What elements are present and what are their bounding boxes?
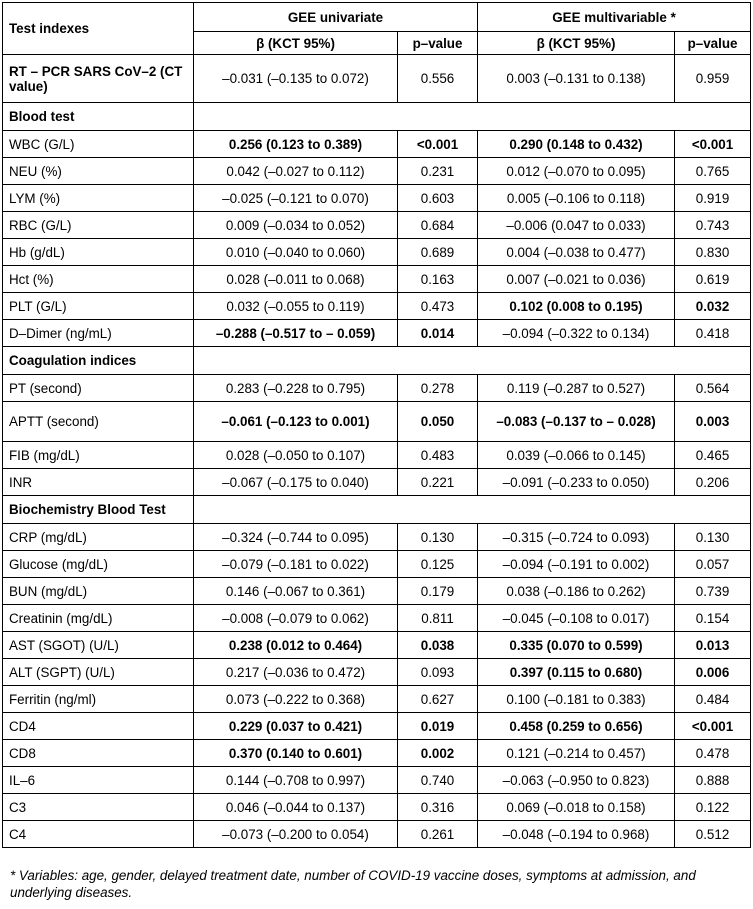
row-label: CD4	[3, 713, 194, 740]
multivariable-beta-cell: –0.315 (–0.724 to 0.093)	[478, 524, 675, 551]
multivariable-beta-cell: 0.335 (0.070 to 0.599)	[478, 632, 675, 659]
section-row	[3, 347, 751, 375]
univariate-beta-cell: –0.324 (–0.744 to 0.095)	[194, 524, 398, 551]
row-label: D–Dimer (ng/mL)	[3, 320, 194, 347]
table-row	[3, 740, 751, 767]
table-footnote: * Variables: age, gender, delayed treatment date, number of COVID-19 vaccine doses, symptoms at admission, and underlying diseases.	[10, 868, 696, 900]
multivariable-beta-cell: –0.045 (–0.108 to 0.017)	[478, 605, 675, 632]
multivariable-beta-cell: 0.102 (0.008 to 0.195)	[478, 293, 675, 320]
univariate-beta-cell: –0.288 (–0.517 to – 0.059)	[194, 320, 398, 347]
univariate-p-value-cell: <0.001	[398, 131, 478, 158]
table-row	[3, 551, 751, 578]
header-p-univariate: p–value	[398, 32, 478, 55]
univariate-p-value-cell: 0.130	[398, 524, 478, 551]
univariate-p-value-cell: 0.684	[398, 212, 478, 239]
table-header	[3, 3, 751, 55]
univariate-beta-cell: 0.217 (–0.036 to 0.472)	[194, 659, 398, 686]
table-row	[3, 266, 751, 293]
univariate-p-value-cell: 0.231	[398, 158, 478, 185]
univariate-beta-cell: 0.009 (–0.034 to 0.052)	[194, 212, 398, 239]
row-label: BUN (mg/dL)	[3, 578, 194, 605]
univariate-p-value-cell: 0.740	[398, 767, 478, 794]
multivariable-p-value-cell: 0.478	[675, 740, 751, 767]
gee-results-table	[2, 2, 751, 848]
multivariable-beta-cell: –0.063 (–0.950 to 0.823)	[478, 767, 675, 794]
table-row	[3, 713, 751, 740]
header-beta-multivariable: β (KCT 95%)	[478, 32, 675, 55]
multivariable-p-value-cell: 0.484	[675, 686, 751, 713]
multivariable-beta-cell: –0.083 (–0.137 to – 0.028)	[478, 402, 675, 442]
header-gee-univariate: GEE univariate	[194, 3, 478, 32]
section-heading: Coagulation indices	[3, 347, 194, 375]
row-label: C3	[3, 794, 194, 821]
table-row	[3, 185, 751, 212]
univariate-p-value-cell: 0.179	[398, 578, 478, 605]
multivariable-p-value-cell: 0.013	[675, 632, 751, 659]
univariate-p-value-cell: 0.014	[398, 320, 478, 347]
univariate-p-value-cell: 0.811	[398, 605, 478, 632]
row-label: RBC (G/L)	[3, 212, 194, 239]
univariate-beta-cell: 0.283 (–0.228 to 0.795)	[194, 375, 398, 402]
table-row	[3, 578, 751, 605]
multivariable-beta-cell: 0.038 (–0.186 to 0.262)	[478, 578, 675, 605]
multivariable-beta-cell: –0.006 (0.047 to 0.033)	[478, 212, 675, 239]
table-row	[3, 402, 751, 442]
table-row	[3, 794, 751, 821]
multivariable-p-value-cell: 0.130	[675, 524, 751, 551]
multivariable-beta-cell: 0.039 (–0.066 to 0.145)	[478, 442, 675, 469]
row-label: Creatinin (mg/dL)	[3, 605, 194, 632]
table-row	[3, 632, 751, 659]
multivariable-p-value-cell: 0.765	[675, 158, 751, 185]
section-row	[3, 496, 751, 524]
univariate-p-value-cell: 0.093	[398, 659, 478, 686]
multivariable-p-value-cell: 0.003	[675, 402, 751, 442]
results-table-container	[2, 2, 750, 848]
row-label: RT – PCR SARS CoV–2 (CT value)	[3, 55, 194, 103]
univariate-p-value-cell: 0.483	[398, 442, 478, 469]
multivariable-p-value-cell: 0.032	[675, 293, 751, 320]
univariate-beta-cell: 0.370 (0.140 to 0.601)	[194, 740, 398, 767]
row-label: APTT (second)	[3, 402, 194, 442]
univariate-beta-cell: 0.028 (–0.011 to 0.068)	[194, 266, 398, 293]
multivariable-p-value-cell: 0.057	[675, 551, 751, 578]
multivariable-beta-cell: 0.005 (–0.106 to 0.118)	[478, 185, 675, 212]
row-label: WBC (G/L)	[3, 131, 194, 158]
table-row	[3, 239, 751, 266]
univariate-beta-cell: –0.061 (–0.123 to 0.001)	[194, 402, 398, 442]
univariate-beta-cell: 0.032 (–0.055 to 0.119)	[194, 293, 398, 320]
univariate-beta-cell: –0.008 (–0.079 to 0.062)	[194, 605, 398, 632]
multivariable-p-value-cell: 0.619	[675, 266, 751, 293]
row-label: PT (second)	[3, 375, 194, 402]
multivariable-p-value-cell: 0.512	[675, 821, 751, 848]
row-label: PLT (G/L)	[3, 293, 194, 320]
table-row	[3, 821, 751, 848]
row-label: C4	[3, 821, 194, 848]
section-empty-cell	[194, 496, 751, 524]
multivariable-p-value-cell: 0.564	[675, 375, 751, 402]
multivariable-beta-cell: 0.003 (–0.131 to 0.138)	[478, 55, 675, 103]
multivariable-p-value-cell: <0.001	[675, 131, 751, 158]
multivariable-beta-cell: 0.100 (–0.181 to 0.383)	[478, 686, 675, 713]
univariate-p-value-cell: 0.163	[398, 266, 478, 293]
multivariable-beta-cell: 0.290 (0.148 to 0.432)	[478, 131, 675, 158]
row-label: CRP (mg/dL)	[3, 524, 194, 551]
table-row	[3, 293, 751, 320]
multivariable-beta-cell: –0.091 (–0.233 to 0.050)	[478, 469, 675, 496]
univariate-beta-cell: 0.046 (–0.044 to 0.137)	[194, 794, 398, 821]
table-row	[3, 442, 751, 469]
section-empty-cell	[194, 103, 751, 131]
table-row	[3, 659, 751, 686]
row-label: Hct (%)	[3, 266, 194, 293]
table-row	[3, 158, 751, 185]
univariate-p-value-cell: 0.019	[398, 713, 478, 740]
univariate-beta-cell: 0.144 (–0.708 to 0.997)	[194, 767, 398, 794]
univariate-p-value-cell: 0.627	[398, 686, 478, 713]
univariate-p-value-cell: 0.278	[398, 375, 478, 402]
univariate-p-value-cell: 0.556	[398, 55, 478, 103]
row-label: FIB (mg/dL)	[3, 442, 194, 469]
row-label: ALT (SGPT) (U/L)	[3, 659, 194, 686]
univariate-p-value-cell: 0.261	[398, 821, 478, 848]
multivariable-p-value-cell: <0.001	[675, 713, 751, 740]
univariate-p-value-cell: 0.038	[398, 632, 478, 659]
row-label: Glucose (mg/dL)	[3, 551, 194, 578]
multivariable-beta-cell: –0.094 (–0.191 to 0.002)	[478, 551, 675, 578]
multivariable-p-value-cell: 0.743	[675, 212, 751, 239]
univariate-beta-cell: 0.229 (0.037 to 0.421)	[194, 713, 398, 740]
row-label: IL–6	[3, 767, 194, 794]
univariate-p-value-cell: 0.125	[398, 551, 478, 578]
multivariable-p-value-cell: 0.830	[675, 239, 751, 266]
univariate-beta-cell: –0.073 (–0.200 to 0.054)	[194, 821, 398, 848]
multivariable-beta-cell: 0.004 (–0.038 to 0.477)	[478, 239, 675, 266]
section-row	[3, 103, 751, 131]
header-test-indexes: Test indexes	[3, 3, 194, 55]
table-row	[3, 469, 751, 496]
multivariable-p-value-cell: 0.122	[675, 794, 751, 821]
table-row	[3, 605, 751, 632]
univariate-beta-cell: 0.010 (–0.040 to 0.060)	[194, 239, 398, 266]
table-row	[3, 375, 751, 402]
row-label: LYM (%)	[3, 185, 194, 212]
multivariable-p-value-cell: 0.739	[675, 578, 751, 605]
univariate-p-value-cell: 0.050	[398, 402, 478, 442]
univariate-beta-cell: 0.256 (0.123 to 0.389)	[194, 131, 398, 158]
row-label: Ferritin (ng/ml)	[3, 686, 194, 713]
multivariable-p-value-cell: 0.418	[675, 320, 751, 347]
table-row	[3, 131, 751, 158]
univariate-beta-cell: 0.042 (–0.027 to 0.112)	[194, 158, 398, 185]
multivariable-p-value-cell: 0.154	[675, 605, 751, 632]
row-label: AST (SGOT) (U/L)	[3, 632, 194, 659]
univariate-beta-cell: 0.028 (–0.050 to 0.107)	[194, 442, 398, 469]
row-label: INR	[3, 469, 194, 496]
header-p-multivariable: p–value	[675, 32, 751, 55]
table-row	[3, 320, 751, 347]
univariate-beta-cell: –0.031 (–0.135 to 0.072)	[194, 55, 398, 103]
univariate-p-value-cell: 0.002	[398, 740, 478, 767]
multivariable-p-value-cell: 0.465	[675, 442, 751, 469]
multivariable-beta-cell: 0.007 (–0.021 to 0.036)	[478, 266, 675, 293]
multivariable-p-value-cell: 0.006	[675, 659, 751, 686]
univariate-beta-cell: 0.073 (–0.222 to 0.368)	[194, 686, 398, 713]
multivariable-beta-cell: 0.012 (–0.070 to 0.095)	[478, 158, 675, 185]
multivariable-p-value-cell: 0.959	[675, 55, 751, 103]
table-row	[3, 212, 751, 239]
table-body	[3, 55, 751, 848]
univariate-p-value-cell: 0.316	[398, 794, 478, 821]
section-heading: Biochemistry Blood Test	[3, 496, 194, 524]
univariate-p-value-cell: 0.473	[398, 293, 478, 320]
multivariable-beta-cell: 0.069 (–0.018 to 0.158)	[478, 794, 675, 821]
multivariable-beta-cell: 0.119 (–0.287 to 0.527)	[478, 375, 675, 402]
multivariable-beta-cell: –0.048 (–0.194 to 0.968)	[478, 821, 675, 848]
multivariable-p-value-cell: 0.888	[675, 767, 751, 794]
table-row	[3, 524, 751, 551]
univariate-beta-cell: 0.238 (0.012 to 0.464)	[194, 632, 398, 659]
header-gee-multivariable: GEE multivariable *	[478, 3, 751, 32]
table-row	[3, 767, 751, 794]
header-beta-univariate: β (KCT 95%)	[194, 32, 398, 55]
row-label: NEU (%)	[3, 158, 194, 185]
multivariable-p-value-cell: 0.919	[675, 185, 751, 212]
table-row	[3, 55, 751, 103]
section-heading: Blood test	[3, 103, 194, 131]
table-row	[3, 686, 751, 713]
univariate-p-value-cell: 0.221	[398, 469, 478, 496]
multivariable-beta-cell: 0.397 (0.115 to 0.680)	[478, 659, 675, 686]
multivariable-beta-cell: 0.121 (–0.214 to 0.457)	[478, 740, 675, 767]
multivariable-beta-cell: 0.458 (0.259 to 0.656)	[478, 713, 675, 740]
row-label: CD8	[3, 740, 194, 767]
univariate-beta-cell: –0.079 (–0.181 to 0.022)	[194, 551, 398, 578]
univariate-beta-cell: 0.146 (–0.067 to 0.361)	[194, 578, 398, 605]
multivariable-p-value-cell: 0.206	[675, 469, 751, 496]
univariate-beta-cell: –0.025 (–0.121 to 0.070)	[194, 185, 398, 212]
multivariable-beta-cell: –0.094 (–0.322 to 0.134)	[478, 320, 675, 347]
univariate-p-value-cell: 0.603	[398, 185, 478, 212]
row-label: Hb (g/dL)	[3, 239, 194, 266]
univariate-beta-cell: –0.067 (–0.175 to 0.040)	[194, 469, 398, 496]
univariate-p-value-cell: 0.689	[398, 239, 478, 266]
section-empty-cell	[194, 347, 751, 375]
